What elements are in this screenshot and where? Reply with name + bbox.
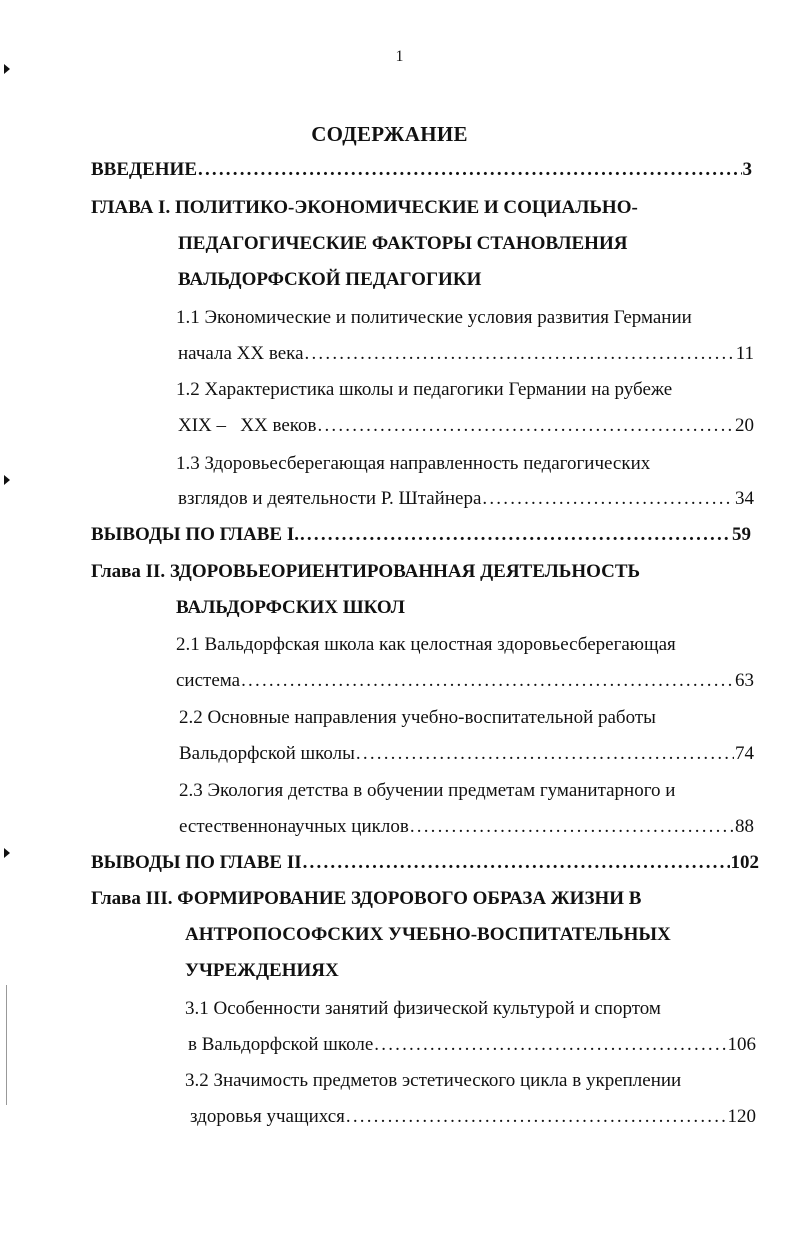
margin-mark [4,848,10,858]
dot-leader [305,341,735,367]
toc-entry-3-2 [190,1104,756,1130]
dot-leader [300,522,731,548]
toc-page-number: 88 [735,816,754,837]
chapter-heading: Глава III. ФОРМИРОВАНИЕ ЗДОРОВОГО ОБРАЗА ЖИЗНИ В [91,888,642,909]
toc-page-number: 102 [730,852,759,873]
toc-entry-1-1 [178,341,754,367]
chapter-heading: АНТРОПОСОФСКИХ УЧЕБНО-ВОСПИТАТЕЛЬНЫХ [185,924,671,945]
toc-entry-1-2 [178,413,754,439]
toc-entry-text: XIX – XX веков [178,415,317,436]
toc-entry-2-2 [179,741,754,767]
chapter-heading: ВАЛЬДОРФСКИХ ШКОЛ [176,597,405,618]
chapter-heading: ГЛАВА I. ПОЛИТИКО-ЭКОНОМИЧЕСКИЕ И СОЦИАЛЬНО- [91,197,638,218]
toc-page-number: 34 [735,488,754,509]
toc-entry-2-3 [179,814,754,840]
toc-entry-text: начала XX века [178,343,304,364]
toc-title: СОДЕРЖАНИЕ [311,122,468,146]
toc-page-number: 120 [727,1106,756,1127]
toc-entry-conclusion-1 [91,522,751,548]
margin-mark [4,64,10,74]
toc-entry-text: ВЫВОДЫ ПО ГЛАВЕ I. [91,524,299,545]
dot-leader [303,850,730,876]
section-title: 1.3 Здоровьесберегающая направленность педагогических [176,453,651,474]
chapter-heading: УЧРЕЖДЕНИЯХ [185,960,339,981]
section-title: 2.3 Экология детства в обучении предметам гуманитарного и [179,780,676,801]
toc-page-number: 3 [742,159,752,180]
section-title: 2.2 Основные направления учебно-воспитательной работы [179,707,656,728]
section-title: 1.2 Характеристика школы и педагогики Германии на рубеже [176,379,673,400]
chapter-heading: ВАЛЬДОРФСКОЙ ПЕДАГОГИКИ [178,269,482,290]
toc-page-number: 74 [735,743,754,764]
dot-leader [482,486,734,512]
section-title: 3.1 Особенности занятий физической культурой и спортом [185,998,661,1019]
toc-page-number: 20 [735,415,754,436]
toc-entry-text: система [176,670,241,691]
toc-entry-text: ВВЕДЕНИЕ [91,159,197,180]
dot-leader [241,668,734,694]
dot-leader [356,741,734,767]
toc-entry-2-1 [176,668,754,694]
toc-page-number: 59 [732,524,751,545]
dot-leader [410,814,734,840]
chapter-heading: Глава II. ЗДОРОВЬЕОРИЕНТИРОВАННАЯ ДЕЯТЕЛЬНОСТЬ [91,561,641,582]
scan-artifact [6,985,7,1105]
chapter-heading: ПЕДАГОГИЧЕСКИЕ ФАКТОРЫ СТАНОВЛЕНИЯ [178,233,628,254]
margin-mark [4,475,10,485]
toc-page-number: 63 [735,670,754,691]
toc-entry-text: Вальдорфской школы [179,743,355,764]
toc-entry-text: в Вальдорфской школе [188,1034,374,1055]
toc-page-number: 11 [735,343,754,364]
dot-leader [346,1104,727,1130]
toc-entry-text: ВЫВОДЫ ПО ГЛАВЕ II [91,852,302,873]
toc-entry-conclusion-2 [91,850,759,876]
toc-entry-text: естественнонаучных циклов [179,816,409,837]
dot-leader [374,1032,726,1058]
toc-entry-intro [91,157,752,183]
dot-leader [198,157,742,183]
section-title: 2.1 Вальдорфская школа как целостная здоровьесберегающая [176,634,676,655]
dot-leader [318,413,735,439]
toc-entry-3-1 [188,1032,756,1058]
toc-entry-1-3 [178,486,754,512]
toc-entry-text: взглядов и деятельности Р. Штайнера [178,488,482,509]
toc-entry-text: здоровья учащихся [190,1106,345,1127]
section-title: 1.1 Экономические и политические условия развития Германии [176,307,692,328]
section-title: 3.2 Значимость предметов эстетического цикла в укреплении [185,1070,682,1091]
toc-page-number: 106 [727,1034,756,1055]
page-number: 1 [395,48,404,65]
